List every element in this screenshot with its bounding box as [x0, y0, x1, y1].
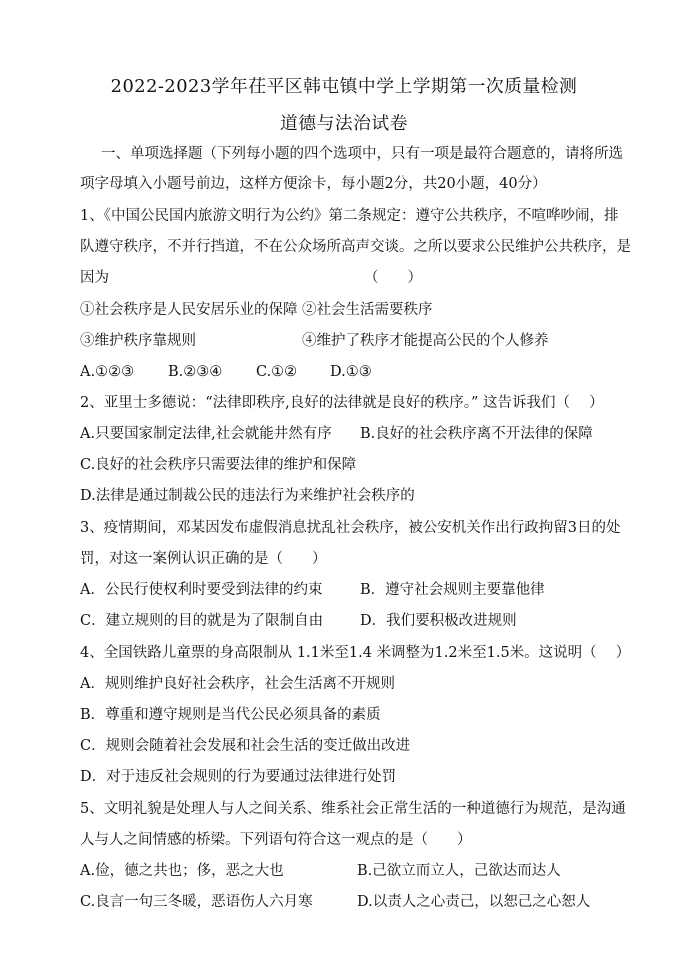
q2-option-a: A.只要国家制定法律,社会就能井然有序: [80, 426, 332, 442]
q4-option-b: B．尊重和遵守规则是当代公民必须具备的素质: [80, 707, 381, 723]
q5-stem-line1: 5、文明礼貌是处理人与人之间关系、维系社会正常生活的一种道德行为规范，是沟通: [80, 801, 626, 817]
q2-stem: 2、亚里士多德说：“法律即秩序,良好的法律就是良好的秩序。” 这告诉我们（ ）: [80, 395, 604, 411]
q5-option-a: A.俭，德之共也；侈，恶之大也: [80, 863, 284, 879]
q4-option-a: A．规则维护良好社会秩序，社会生活离不开规则: [80, 676, 395, 692]
q1-answer-paren: （ ）: [364, 270, 422, 286]
q1-option-c: C.①②: [256, 364, 298, 380]
q3-option-a: A．公民行使权利时要受到法律的约束: [80, 582, 323, 598]
q1-stem-line2: 队遵守秩序，不并行挡道，不在公众场所高声交谈。之所以要求公民维护公共秩序，是: [80, 239, 631, 255]
q3-option-b: B．遵守社会规则主要靠他律: [360, 582, 545, 598]
q4-stem: 4、全国铁路儿童票的身高限制从 1.1米至1.4 米调整为1.2米至1.5米。这说明（ ）: [80, 645, 631, 661]
q1-option-d: D.①③: [330, 364, 372, 380]
section-header-line2: 项字母填入小题号前边，这样方便涂卡，每小题2分，共20小题，40分）: [80, 176, 547, 192]
q1-option-a: A.①②③: [80, 364, 135, 380]
q3-option-c: C．建立规则的目的就是为了限制自由: [80, 613, 324, 629]
q5-option-d: D.以责人之心责己，以恕己之心恕人: [357, 894, 591, 910]
q5-option-c: C.良言一句三冬暖，恶语伤人六月寒: [80, 894, 313, 910]
q1-statement-3: ③维护秩序靠规则: [80, 333, 196, 349]
q1-statement-1: ①社会秩序是人民安居乐业的保障: [80, 302, 298, 318]
q4-option-d: D．对于违反社会规则的行为要通过法律进行处罚: [80, 769, 397, 785]
q1-stem-line3: 因为: [80, 270, 109, 286]
q3-stem-line2: 罚，对这一案例认识正确的是（ ）: [80, 551, 327, 567]
exam-title: 2022-2023学年茌平区韩屯镇中学上学期第一次质量检测: [110, 76, 578, 97]
section-header-line1: 一、单项选择题（下列每小题的四个选项中，只有一项是最符合题意的，请将所选: [101, 146, 623, 162]
q4-option-c: C．规则会随着社会发展和社会生活的变迁做出改进: [80, 738, 411, 754]
q1-stem-line1: 1、《中国公民国内旅游文明行为公约》第二条规定：遵守公共秩序，不喧哗吵闹，排: [80, 208, 619, 224]
q1-statement-2: ②社会生活需要秩序: [302, 302, 433, 318]
q3-stem-line1: 3、疫情期间，邓某因发布虚假消息扰乱社会秩序，被公安机关作出行政拘留3日的处: [80, 520, 621, 536]
q2-option-b: B.良好的社会秩序离不开法律的保障: [360, 426, 593, 442]
q5-option-b: B.己欲立而立人，己欲达而达人: [357, 863, 561, 879]
q1-option-b: B.②③④: [168, 364, 223, 380]
q2-option-d: D.法律是通过制裁公民的违法行为来维护社会秩序的: [80, 488, 415, 504]
exam-subtitle: 道德与法治试卷: [280, 113, 408, 134]
q2-option-c: C.良好的社会秩序只需要法律的维护和保障: [80, 457, 357, 473]
q1-statement-4: ④维护了秩序才能提高公民的个人修养: [302, 333, 549, 349]
q3-option-d: D．我们要积极改进规则: [360, 613, 517, 629]
q5-stem-line2: 人与人之间情感的桥梁。下列语句符合这一观点的是（ ）: [80, 832, 472, 848]
